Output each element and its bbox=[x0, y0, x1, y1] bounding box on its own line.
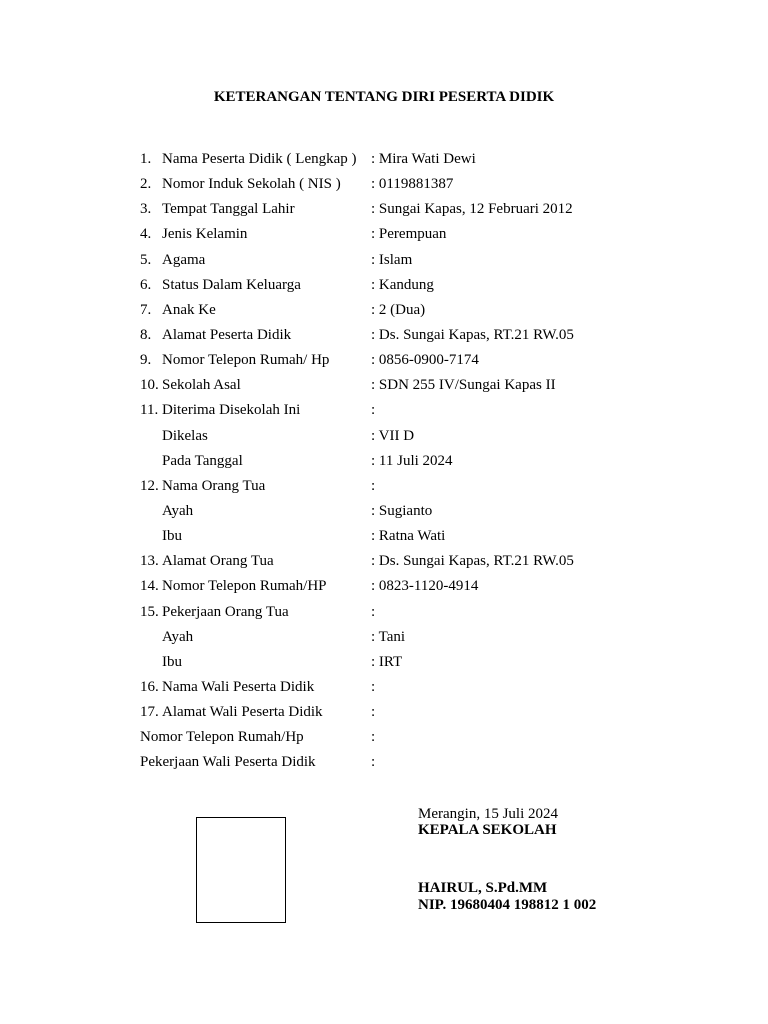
row-label: Tempat Tanggal Lahir bbox=[162, 201, 295, 218]
row-value: : bbox=[371, 729, 376, 746]
row-label: Nomor Telepon Rumah/Hp bbox=[140, 729, 304, 746]
row-label: Nomor Telepon Rumah/HP bbox=[162, 578, 327, 595]
biodata-row bbox=[140, 625, 740, 650]
row-label: Nomor Induk Sekolah ( NIS ) bbox=[162, 176, 341, 193]
row-label: Jenis Kelamin bbox=[162, 226, 248, 243]
row-number: 3. bbox=[140, 201, 152, 218]
biodata-row bbox=[140, 524, 740, 549]
row-number: 4. bbox=[140, 226, 152, 243]
biodata-row bbox=[140, 474, 740, 499]
biodata-row bbox=[140, 725, 740, 750]
row-value: : Perempuan bbox=[371, 226, 447, 243]
row-label: Ayah bbox=[162, 628, 194, 645]
row-number: 9. bbox=[140, 352, 152, 369]
biodata-row bbox=[140, 197, 740, 222]
row-value: : 11 Juli 2024 bbox=[371, 452, 453, 469]
biodata-row bbox=[140, 248, 740, 273]
row-value: : Sugianto bbox=[371, 502, 433, 519]
row-value: : bbox=[371, 704, 376, 721]
document-title: KETERANGAN TENTANG DIRI PESERTA DIDIK bbox=[213, 89, 555, 105]
biodata-row bbox=[140, 700, 740, 725]
row-value: : Kandung bbox=[371, 276, 434, 293]
row-value: : 0856-0900-7174 bbox=[371, 352, 479, 369]
row-value: : Sungai Kapas, 12 Februari 2012 bbox=[371, 201, 573, 218]
biodata-row bbox=[140, 147, 740, 172]
row-label: Agama bbox=[162, 251, 206, 268]
signature-place-date: Merangin, 15 Juli 2024 bbox=[418, 806, 558, 822]
row-number: 7. bbox=[140, 301, 152, 318]
photo-placeholder bbox=[196, 817, 286, 923]
biodata-row bbox=[140, 499, 740, 524]
row-label: Ayah bbox=[162, 502, 194, 519]
row-number: 5. bbox=[140, 251, 152, 268]
biodata-list bbox=[140, 147, 740, 776]
row-value: : bbox=[371, 754, 376, 771]
biodata-row bbox=[140, 373, 740, 398]
row-value: : bbox=[371, 477, 376, 494]
biodata-row bbox=[140, 650, 740, 675]
row-label: Sekolah Asal bbox=[162, 377, 241, 394]
row-label: Alamat Peserta Didik bbox=[162, 326, 292, 343]
row-value: : bbox=[371, 603, 376, 620]
row-value: : 2 (Dua) bbox=[371, 301, 426, 318]
row-label: Nama Wali Peserta Didik bbox=[162, 678, 315, 695]
row-number: 2. bbox=[140, 176, 152, 193]
biodata-row bbox=[140, 574, 740, 599]
signature-name: HAIRUL, S.Pd.MM bbox=[418, 880, 548, 896]
row-value: : IRT bbox=[371, 653, 403, 670]
biodata-row bbox=[140, 298, 740, 323]
row-number: 14. bbox=[140, 578, 159, 595]
biodata-row bbox=[140, 323, 740, 348]
row-value: : 0823-1120-4914 bbox=[371, 578, 479, 595]
row-value: : Ds. Sungai Kapas, RT.21 RW.05 bbox=[371, 553, 574, 570]
row-value: : Tani bbox=[371, 628, 406, 645]
biodata-row bbox=[140, 600, 740, 625]
row-number: 8. bbox=[140, 326, 152, 343]
row-label: Alamat Wali Peserta Didik bbox=[162, 704, 323, 721]
row-label: Dikelas bbox=[162, 427, 208, 444]
row-label: Nomor Telepon Rumah/ Hp bbox=[162, 352, 330, 369]
row-value: : VII D bbox=[371, 427, 415, 444]
biodata-row bbox=[140, 449, 740, 474]
row-number: 13. bbox=[140, 553, 159, 570]
row-label: Alamat Orang Tua bbox=[162, 553, 274, 570]
row-value: : 0119881387 bbox=[371, 176, 454, 193]
row-number: 12. bbox=[140, 477, 159, 494]
row-number: 6. bbox=[140, 276, 152, 293]
row-value: : Mira Wati Dewi bbox=[371, 151, 476, 167]
row-number: 15. bbox=[140, 603, 159, 620]
biodata-row bbox=[140, 398, 740, 423]
row-value: : SDN 255 IV/Sungai Kapas II bbox=[371, 377, 556, 394]
row-label: Ibu bbox=[162, 528, 182, 545]
row-value: : Islam bbox=[371, 251, 413, 268]
row-label: Anak Ke bbox=[162, 301, 216, 318]
biodata-row bbox=[140, 172, 740, 197]
row-value: : bbox=[371, 678, 376, 695]
row-value: : Ds. Sungai Kapas, RT.21 RW.05 bbox=[371, 326, 574, 343]
row-label: Status Dalam Keluarga bbox=[162, 276, 301, 293]
row-label: Nama Orang Tua bbox=[162, 477, 266, 494]
row-label: Diterima Disekolah Ini bbox=[162, 402, 301, 419]
row-number: 17. bbox=[140, 704, 159, 721]
signature-nip: NIP. 19680404 198812 1 002 bbox=[418, 897, 597, 913]
row-label: Pekerjaan Wali Peserta Didik bbox=[140, 754, 316, 771]
row-number: 10. bbox=[140, 377, 159, 394]
row-value: : Ratna Wati bbox=[371, 528, 446, 545]
signature-position: KEPALA SEKOLAH bbox=[418, 822, 557, 838]
biodata-row bbox=[140, 424, 740, 449]
row-value: : bbox=[371, 402, 376, 419]
biodata-row bbox=[140, 750, 740, 775]
row-number: 1. bbox=[140, 151, 152, 167]
row-label: Ibu bbox=[162, 653, 182, 670]
row-label: Pada Tanggal bbox=[162, 452, 243, 469]
biodata-row bbox=[140, 348, 740, 373]
row-number: 16. bbox=[140, 678, 159, 695]
row-number: 11. bbox=[140, 402, 159, 419]
biodata-row bbox=[140, 222, 740, 247]
row-label: Pekerjaan Orang Tua bbox=[162, 603, 289, 620]
biodata-row bbox=[140, 549, 740, 574]
row-label: Nama Peserta Didik ( Lengkap ) bbox=[162, 151, 357, 167]
biodata-row bbox=[140, 675, 740, 700]
biodata-row bbox=[140, 273, 740, 298]
